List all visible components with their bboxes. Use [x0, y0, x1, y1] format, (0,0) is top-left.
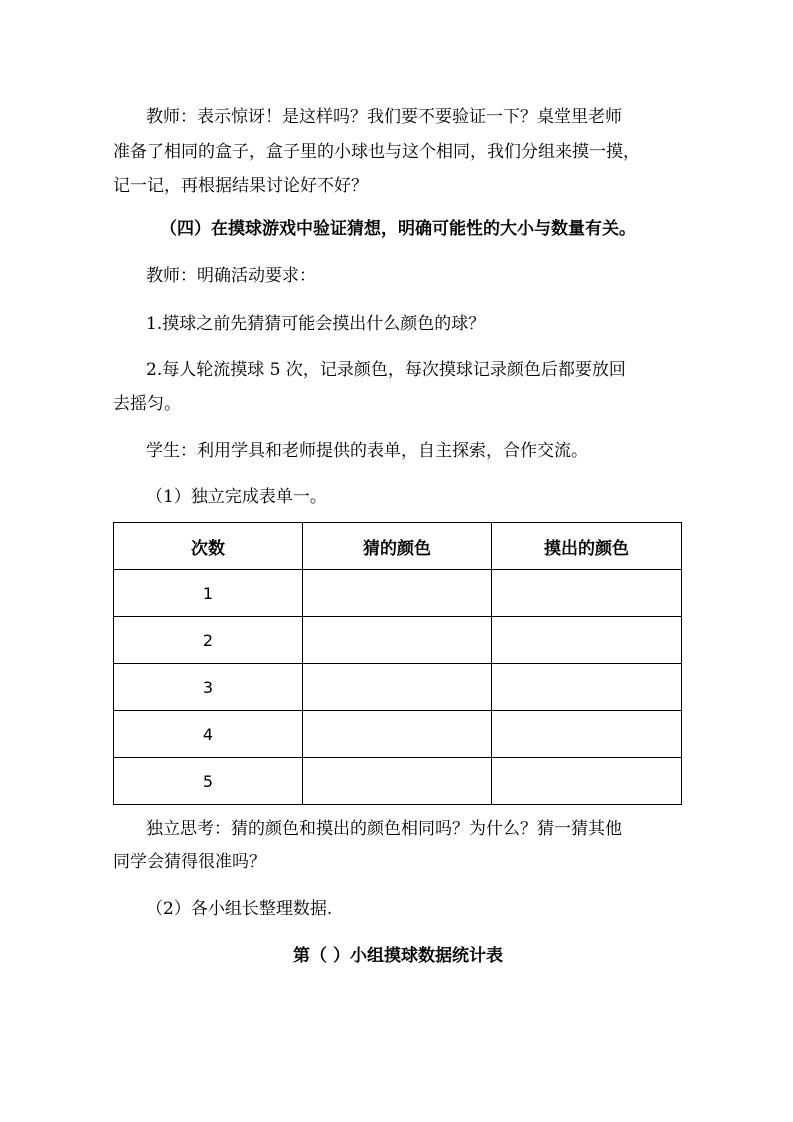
guessed-color-cell[interactable] [303, 617, 492, 664]
table-row [114, 664, 682, 711]
guessed-color-cell[interactable] [303, 711, 492, 758]
drawn-color-cell[interactable] [492, 664, 682, 711]
guessed-color-cell[interactable] [303, 664, 492, 711]
paragraph-teacher-surprise-line1: 教师：表示惊讶！是这样吗？我们要不要验证一下？桌堂里老师 [146, 107, 622, 127]
paragraph-teacher-surprise-line3: 记一记，再根据结果讨论好不好？ [113, 176, 368, 196]
group-statistics-table-title: 第（ ）小组摸球数据统计表 [293, 946, 503, 966]
section-heading: （四）在摸球游戏中验证猜想，明确可能性的大小与数量有关。 [160, 219, 636, 239]
requirement-item-2-line1: 2.每人轮流摸球 5 次，记录颜色，每次摸球记录颜色后都要放回 [146, 360, 626, 380]
guess-record-table [113, 522, 682, 805]
subsection-2: （2）各小组长整理数据. [146, 899, 333, 919]
attempt-number-cell: 1 [114, 570, 303, 617]
table-row [114, 711, 682, 758]
paragraph-students: 学生：利用学具和老师提供的表单，自主探索，合作交流。 [146, 441, 588, 461]
drawn-color-cell[interactable] [492, 617, 682, 664]
requirement-item-2-line2: 去摇匀。 [113, 394, 181, 414]
guessed-color-cell[interactable] [303, 570, 492, 617]
paragraph-teacher-surprise-line2: 准备了相同的盒子，盒子里的小球也与这个相同，我们分组来摸一摸， [113, 142, 640, 162]
drawn-color-cell[interactable] [492, 570, 682, 617]
paragraph-independent-thinking-line1: 独立思考：猜的颜色和摸出的颜色相同吗？为什么？猜一猜其他 [146, 819, 622, 839]
drawn-color-cell[interactable] [492, 758, 682, 805]
header-guessed-color: 猜的颜色 [303, 523, 492, 570]
subsection-1: （1）独立完成表单一。 [146, 487, 327, 507]
guessed-color-cell[interactable] [303, 758, 492, 805]
header-attempt-count: 次数 [114, 523, 303, 570]
attempt-number-cell: 3 [114, 664, 303, 711]
paragraph-independent-thinking-line2: 同学会猜得很准吗？ [113, 852, 266, 872]
attempt-number-cell: 5 [114, 758, 303, 805]
table-row [114, 758, 682, 805]
requirement-item-1: 1.摸球之前先猜猜可能会摸出什么颜色的球？ [146, 314, 486, 334]
attempt-number-cell: 2 [114, 617, 303, 664]
header-drawn-color: 摸出的颜色 [492, 523, 682, 570]
paragraph-activity-requirements: 教师：明确活动要求： [146, 266, 316, 286]
attempt-number-cell: 4 [114, 711, 303, 758]
table-header-row [114, 523, 682, 570]
table-row [114, 617, 682, 664]
drawn-color-cell[interactable] [492, 711, 682, 758]
table-row [114, 570, 682, 617]
